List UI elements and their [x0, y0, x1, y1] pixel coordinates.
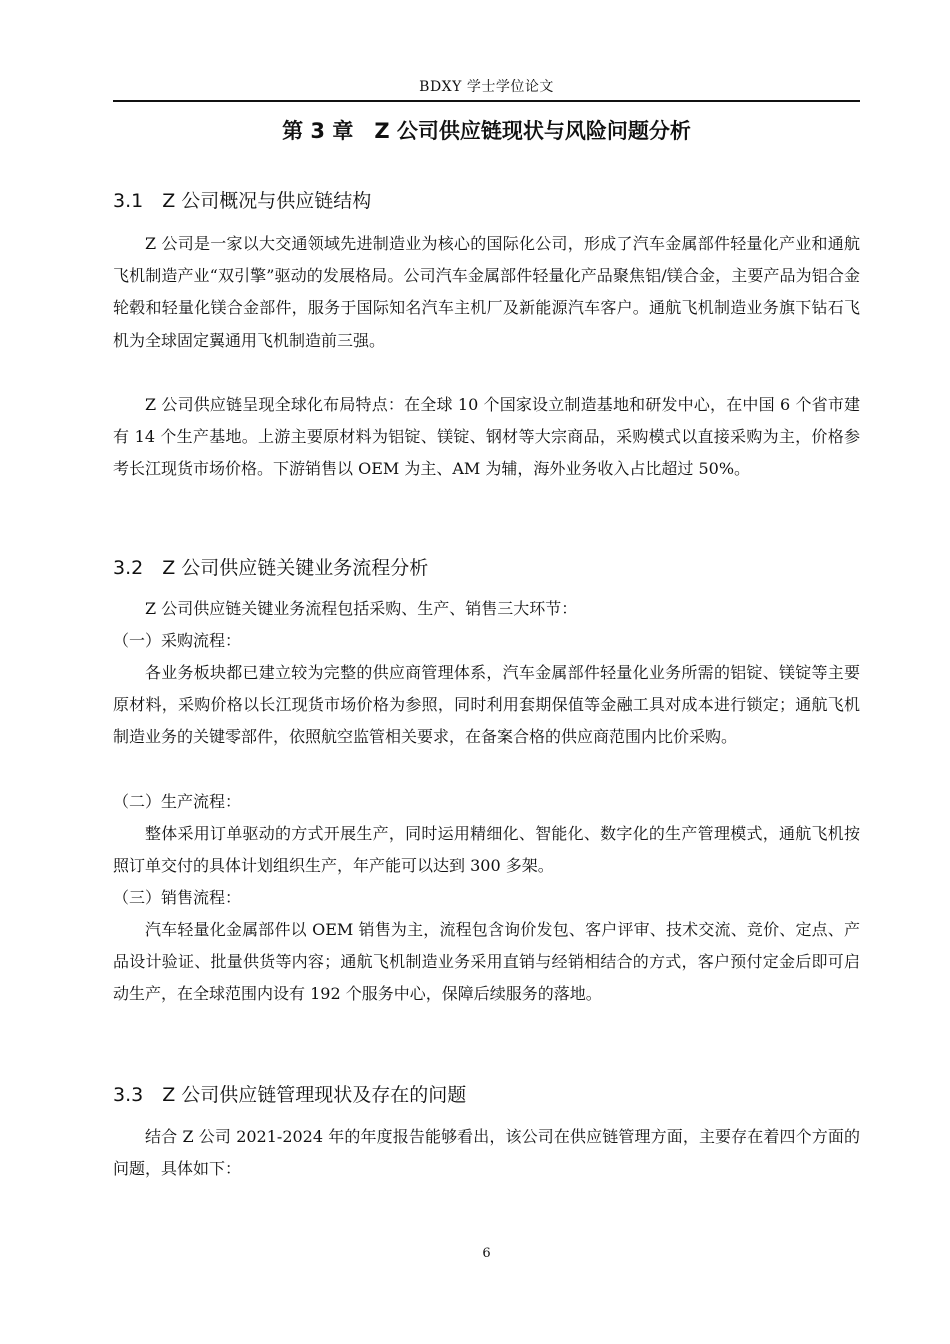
subsection-label-sales: （三）销售流程：: [113, 888, 242, 907]
subsection-label-production: （二）生产流程：: [113, 792, 242, 811]
chapter-title: 第 3 章 Z 公司供应链现状与风险问题分析: [282, 119, 691, 143]
section-heading-3-1: 3.1 Z 公司概况与供应链结构: [113, 190, 372, 212]
section-heading-3-2: 3.2 Z 公司供应链关键业务流程分析: [113, 557, 429, 579]
paragraph: Z 公司是一家以大交通领域先进制造业为核心的国际化公司，形成了汽车金属部件轻量化产业和通航飞机制造产业“双引擎”驱动的发展格局。公司汽车金属部件轻量化产品聚焦铝/镁合金，主要产品为铝合金轮毂和轻量化镁合金部件，服务于国际知名汽车主机厂及新能源汽车客户。通航飞机制造业务旗下钻石飞机为全球固定翼通用飞机制造前三强。: [113, 234, 860, 350]
section-heading-3-3: 3.3 Z 公司供应链管理现状及存在的问题: [113, 1084, 467, 1106]
header-rule: [113, 100, 860, 102]
paragraph: 整体采用订单驱动的方式开展生产，同时运用精细化、智能化、数字化的生产管理模式，通航飞机按照订单交付的具体计划组织生产，年产能可以达到 300 多架。: [113, 824, 860, 876]
paragraph: 各业务板块都已建立较为完整的供应商管理体系，汽车金属部件轻量化业务所需的铝锭、镁锭等主要原材料，采购价格以长江现货市场价格为参照，同时利用套期保值等金融工具对成本进行锁定；通航飞机制造业务的关键零部件，依照航空监管相关要求，在备案合格的供应商范围内比价采购。: [113, 663, 860, 747]
paragraph: Z 公司供应链关键业务流程包括采购、生产、销售三大环节：: [145, 599, 578, 618]
paragraph: 结合 Z 公司 2021-2024 年的年度报告能够看出，该公司在供应链管理方面，主要存在着四个方面的问题，具体如下：: [113, 1127, 860, 1179]
page-number: 6: [482, 1246, 491, 1261]
running-header: BDXY 学士学位论文: [419, 79, 554, 95]
paragraph: Z 公司供应链呈现全球化布局特点：在全球 10 个国家设立制造基地和研发中心，在中国 6 个省市建有 14 个生产基地。上游主要原材料为铝锭、镁锭、钢材等大宗商品，采购模式以直接采购为主，价格参考长江现货市场价格。下游销售以 OEM 为主、AM 为辅，海外业务收入占比超过 50%。: [113, 395, 860, 479]
subsection-label-procurement: （一）采购流程：: [113, 631, 242, 650]
paragraph: 汽车轻量化金属部件以 OEM 销售为主，流程包含询价发包、客户评审、技术交流、竞价、定点、产品设计验证、批量供货等内容；通航飞机制造业务采用直销与经销相结合的方式，客户预付定金后即可启动生产，在全球范围内设有 192 个服务中心，保障后续服务的落地。: [113, 920, 860, 1004]
